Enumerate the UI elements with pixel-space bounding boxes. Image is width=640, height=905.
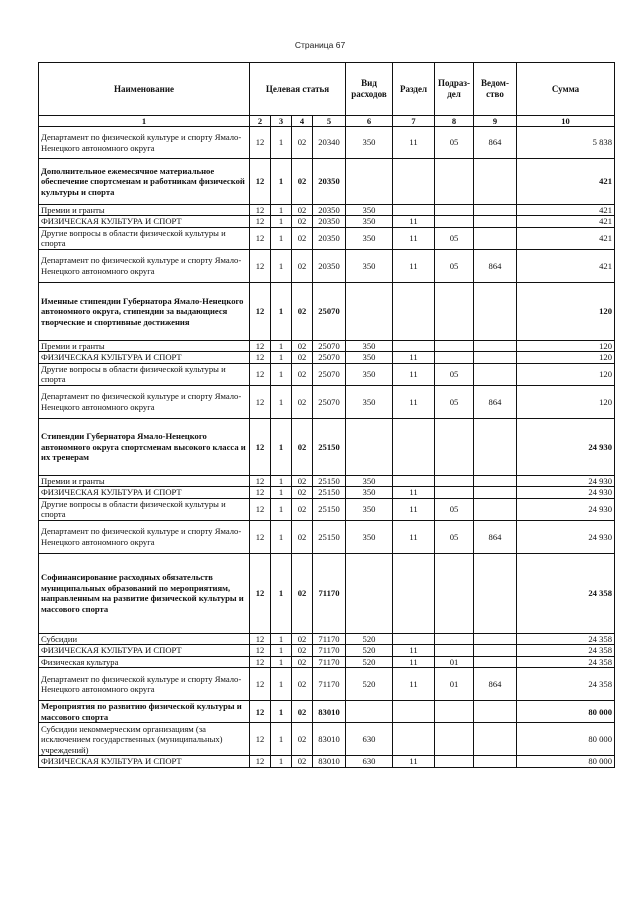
expense-type-cell: 350 [346, 487, 393, 498]
col-number: 7 [393, 116, 435, 127]
header-subsection: Подраз-дел [435, 63, 474, 116]
department-cell [474, 227, 517, 249]
sum-cell: 80 000 [517, 723, 615, 756]
department-cell [474, 205, 517, 216]
col-number: 3 [271, 116, 292, 127]
table-row [39, 656, 615, 667]
target-code-cell: 25150 [313, 418, 346, 475]
table-row [39, 701, 615, 723]
target-code-cell: 02 [292, 701, 313, 723]
target-code-cell: 12 [250, 723, 271, 756]
target-code-cell: 1 [271, 723, 292, 756]
target-code-cell: 1 [271, 227, 292, 249]
target-code-cell: 25150 [313, 520, 346, 553]
name-cell: ФИЗИЧЕСКАЯ КУЛЬТУРА И СПОРТ [39, 487, 250, 498]
table-row [39, 363, 615, 385]
name-cell: Департамент по физической культуре и спорту Ямало-Ненецкого автономного округа [39, 385, 250, 418]
department-cell [474, 633, 517, 644]
target-code-cell: 1 [271, 418, 292, 475]
name-cell: Премии и гранты [39, 340, 250, 351]
target-code-cell: 71170 [313, 553, 346, 633]
table-row [39, 205, 615, 216]
section-cell: 11 [393, 227, 435, 249]
target-code-cell: 12 [250, 340, 271, 351]
department-cell [474, 475, 517, 486]
table-row [39, 352, 615, 363]
subsection-cell: 05 [435, 498, 474, 520]
department-cell [474, 723, 517, 756]
target-code-cell: 12 [250, 205, 271, 216]
expense-type-cell: 350 [346, 498, 393, 520]
sum-cell: 80 000 [517, 701, 615, 723]
table-row [39, 633, 615, 644]
table-row [39, 475, 615, 486]
target-code-cell: 02 [292, 352, 313, 363]
target-code-cell: 1 [271, 498, 292, 520]
table-row [39, 723, 615, 756]
name-cell: Департамент по физической культуре и спорту Ямало-Ненецкого автономного округа [39, 249, 250, 282]
sum-cell: 5 838 [517, 127, 615, 159]
target-code-cell: 12 [250, 385, 271, 418]
expense-type-cell: 630 [346, 756, 393, 767]
subsection-cell [435, 282, 474, 340]
target-code-cell: 1 [271, 668, 292, 701]
expense-type-cell [346, 159, 393, 205]
department-cell [474, 363, 517, 385]
target-code-cell: 1 [271, 756, 292, 767]
section-cell [393, 475, 435, 486]
sum-cell: 421 [517, 159, 615, 205]
col-number: 10 [517, 116, 615, 127]
department-cell [474, 282, 517, 340]
target-code-cell: 25070 [313, 340, 346, 351]
name-cell: Субсидии некоммерческим организациям (за исключением государственных (муниципальных) учреждений) [39, 723, 250, 756]
expense-type-cell: 350 [346, 385, 393, 418]
subsection-cell: 01 [435, 656, 474, 667]
col-number: 5 [313, 116, 346, 127]
section-cell: 11 [393, 668, 435, 701]
sum-cell: 80 000 [517, 756, 615, 767]
target-code-cell: 02 [292, 363, 313, 385]
target-code-cell: 12 [250, 216, 271, 227]
department-cell: 864 [474, 385, 517, 418]
subsection-cell [435, 645, 474, 656]
name-cell: Другие вопросы в области физической культуры и спорта [39, 227, 250, 249]
target-code-cell: 02 [292, 756, 313, 767]
expense-type-cell: 350 [346, 520, 393, 553]
department-cell [474, 352, 517, 363]
target-code-cell: 02 [292, 498, 313, 520]
sum-cell: 120 [517, 282, 615, 340]
header-expense-type: Вид расходов [346, 63, 393, 116]
target-code-cell: 02 [292, 127, 313, 159]
target-code-cell: 02 [292, 227, 313, 249]
expense-type-cell: 350 [346, 249, 393, 282]
target-code-cell: 02 [292, 475, 313, 486]
expense-type-cell: 630 [346, 723, 393, 756]
section-cell [393, 340, 435, 351]
department-cell [474, 656, 517, 667]
target-code-cell: 1 [271, 385, 292, 418]
target-code-cell: 12 [250, 475, 271, 486]
table-row [39, 159, 615, 205]
col-number: 6 [346, 116, 393, 127]
section-cell: 11 [393, 216, 435, 227]
target-code-cell: 1 [271, 127, 292, 159]
section-cell: 11 [393, 656, 435, 667]
target-code-cell: 12 [250, 352, 271, 363]
target-code-cell: 12 [250, 227, 271, 249]
target-code-cell: 02 [292, 520, 313, 553]
col-number: 8 [435, 116, 474, 127]
col-number: 4 [292, 116, 313, 127]
department-cell: 864 [474, 127, 517, 159]
expense-type-cell: 350 [346, 216, 393, 227]
name-cell: ФИЗИЧЕСКАЯ КУЛЬТУРА И СПОРТ [39, 216, 250, 227]
expense-type-cell: 350 [346, 340, 393, 351]
table-row [39, 520, 615, 553]
department-cell [474, 487, 517, 498]
target-code-cell: 12 [250, 701, 271, 723]
section-cell: 11 [393, 487, 435, 498]
target-code-cell: 02 [292, 668, 313, 701]
name-cell: Другие вопросы в области физической культуры и спорта [39, 363, 250, 385]
expense-type-cell: 520 [346, 668, 393, 701]
name-cell: Стипендии Губернатора Ямало-Ненецкого автономного округа спортсменам высокого класса и их тренерам [39, 418, 250, 475]
target-code-cell: 12 [250, 668, 271, 701]
name-cell: Департамент по физической культуре и спорту Ямало-Ненецкого автономного округа [39, 127, 250, 159]
name-cell: Другие вопросы в области физической культуры и спорта [39, 498, 250, 520]
expense-type-cell: 350 [346, 363, 393, 385]
target-code-cell: 20350 [313, 249, 346, 282]
subsection-cell: 05 [435, 520, 474, 553]
col-number: 9 [474, 116, 517, 127]
name-cell: Физическая культура [39, 656, 250, 667]
target-code-cell: 02 [292, 282, 313, 340]
table-row [39, 282, 615, 340]
col-number: 2 [250, 116, 271, 127]
target-code-cell: 20340 [313, 127, 346, 159]
target-code-cell: 1 [271, 520, 292, 553]
sum-cell: 421 [517, 227, 615, 249]
department-cell [474, 701, 517, 723]
target-code-cell: 12 [250, 520, 271, 553]
subsection-cell: 01 [435, 668, 474, 701]
subsection-cell [435, 487, 474, 498]
subsection-cell: 05 [435, 227, 474, 249]
target-code-cell: 12 [250, 249, 271, 282]
department-cell [474, 418, 517, 475]
section-cell: 11 [393, 363, 435, 385]
target-code-cell: 12 [250, 656, 271, 667]
target-code-cell: 1 [271, 352, 292, 363]
subsection-cell [435, 723, 474, 756]
section-cell: 11 [393, 385, 435, 418]
section-cell [393, 723, 435, 756]
department-cell [474, 498, 517, 520]
name-cell: Премии и гранты [39, 205, 250, 216]
subsection-cell [435, 216, 474, 227]
target-code-cell: 12 [250, 127, 271, 159]
table-row [39, 340, 615, 351]
target-code-cell: 1 [271, 633, 292, 644]
table-row [39, 756, 615, 767]
name-cell: ФИЗИЧЕСКАЯ КУЛЬТУРА И СПОРТ [39, 756, 250, 767]
table-row [39, 216, 615, 227]
department-cell [474, 340, 517, 351]
expense-type-cell: 350 [346, 352, 393, 363]
target-code-cell: 02 [292, 216, 313, 227]
sum-cell: 421 [517, 216, 615, 227]
target-code-cell: 25070 [313, 282, 346, 340]
target-code-cell: 20350 [313, 227, 346, 249]
target-code-cell: 02 [292, 249, 313, 282]
target-code-cell: 12 [250, 159, 271, 205]
section-cell: 11 [393, 645, 435, 656]
subsection-cell [435, 418, 474, 475]
target-code-cell: 02 [292, 656, 313, 667]
subsection-cell [435, 701, 474, 723]
name-cell: Дополнительное ежемесячное материальное обеспечение спортсменам и работникам физической культуры и спорта [39, 159, 250, 205]
target-code-cell: 83010 [313, 756, 346, 767]
sum-cell: 421 [517, 249, 615, 282]
sum-cell: 120 [517, 352, 615, 363]
department-cell: 864 [474, 520, 517, 553]
col-number: 1 [39, 116, 250, 127]
target-code-cell: 20350 [313, 159, 346, 205]
expense-type-cell: 350 [346, 205, 393, 216]
target-code-cell: 83010 [313, 723, 346, 756]
sum-cell: 24 930 [517, 498, 615, 520]
table-row [39, 487, 615, 498]
department-cell [474, 756, 517, 767]
target-code-cell: 02 [292, 487, 313, 498]
expense-type-cell: 520 [346, 633, 393, 644]
subsection-cell: 05 [435, 385, 474, 418]
section-cell [393, 701, 435, 723]
name-cell: ФИЗИЧЕСКАЯ КУЛЬТУРА И СПОРТ [39, 352, 250, 363]
target-code-cell: 12 [250, 282, 271, 340]
target-code-cell: 25150 [313, 487, 346, 498]
sum-cell: 24 358 [517, 645, 615, 656]
target-code-cell: 1 [271, 475, 292, 486]
department-cell [474, 645, 517, 656]
target-code-cell: 20350 [313, 205, 346, 216]
section-cell: 11 [393, 249, 435, 282]
subsection-cell [435, 756, 474, 767]
sum-cell: 24 930 [517, 487, 615, 498]
department-cell [474, 216, 517, 227]
sum-cell: 120 [517, 385, 615, 418]
section-cell [393, 418, 435, 475]
expense-type-cell: 350 [346, 227, 393, 249]
target-code-cell: 25070 [313, 385, 346, 418]
header-sum: Сумма [517, 63, 615, 116]
target-code-cell: 71170 [313, 656, 346, 667]
target-code-cell: 1 [271, 282, 292, 340]
target-code-cell: 25070 [313, 363, 346, 385]
header-target-article: Целевая статья [250, 63, 346, 116]
target-code-cell: 02 [292, 418, 313, 475]
subsection-cell [435, 352, 474, 363]
target-code-cell: 02 [292, 340, 313, 351]
name-cell: ФИЗИЧЕСКАЯ КУЛЬТУРА И СПОРТ [39, 645, 250, 656]
department-cell [474, 553, 517, 633]
target-code-cell: 1 [271, 363, 292, 385]
target-code-cell: 71170 [313, 633, 346, 644]
table-row [39, 385, 615, 418]
target-code-cell: 12 [250, 553, 271, 633]
page-number: Страница 67 [294, 40, 346, 50]
subsection-cell [435, 475, 474, 486]
target-code-cell: 25150 [313, 475, 346, 486]
target-code-cell: 20350 [313, 216, 346, 227]
sum-cell: 24 358 [517, 656, 615, 667]
table-row [39, 645, 615, 656]
expense-type-cell [346, 418, 393, 475]
target-code-cell: 1 [271, 340, 292, 351]
department-cell [474, 159, 517, 205]
name-cell: Премии и гранты [39, 475, 250, 486]
section-cell [393, 553, 435, 633]
target-code-cell: 1 [271, 487, 292, 498]
table-row [39, 668, 615, 701]
department-cell: 864 [474, 249, 517, 282]
target-code-cell: 1 [271, 159, 292, 205]
name-cell: Департамент по физической культуре и спорту Ямало-Ненецкого автономного округа [39, 520, 250, 553]
subsection-cell: 05 [435, 249, 474, 282]
target-code-cell: 12 [250, 645, 271, 656]
target-code-cell: 12 [250, 633, 271, 644]
expense-type-cell: 350 [346, 475, 393, 486]
sum-cell: 24 358 [517, 668, 615, 701]
table-row [39, 498, 615, 520]
target-code-cell: 83010 [313, 701, 346, 723]
target-code-cell: 02 [292, 723, 313, 756]
target-code-cell: 02 [292, 633, 313, 644]
sum-cell: 120 [517, 340, 615, 351]
target-code-cell: 12 [250, 498, 271, 520]
target-code-cell: 12 [250, 756, 271, 767]
expense-type-cell: 520 [346, 656, 393, 667]
name-cell: Именные стипендии Губернатора Ямало-Ненецкого автономного округа, стипендии за выдающиеся творческие и спортивные достижения [39, 282, 250, 340]
name-cell: Софинансирование расходных обязательств муниципальных образований по мероприятиям, направленным на развитие физической культуры и массового спорта [39, 553, 250, 633]
target-code-cell: 1 [271, 249, 292, 282]
target-code-cell: 1 [271, 656, 292, 667]
target-code-cell: 02 [292, 159, 313, 205]
section-cell [393, 282, 435, 340]
sum-cell: 24 930 [517, 475, 615, 486]
subsection-cell [435, 633, 474, 644]
target-code-cell: 1 [271, 553, 292, 633]
section-cell: 11 [393, 498, 435, 520]
header-name: Наименование [39, 63, 250, 116]
table-row [39, 249, 615, 282]
target-code-cell: 12 [250, 363, 271, 385]
subsection-cell: 05 [435, 127, 474, 159]
name-cell: Мероприятия по развитию физической культуры и массового спорта [39, 701, 250, 723]
target-code-cell: 12 [250, 418, 271, 475]
expense-type-cell [346, 553, 393, 633]
table-body [39, 127, 615, 768]
name-cell: Департамент по физической культуре и спорту Ямало-Ненецкого автономного округа [39, 668, 250, 701]
sum-cell: 24 358 [517, 553, 615, 633]
subsection-cell [435, 340, 474, 351]
subsection-cell [435, 553, 474, 633]
section-cell: 11 [393, 520, 435, 553]
target-code-cell: 1 [271, 645, 292, 656]
target-code-cell: 71170 [313, 668, 346, 701]
header-department: Ведом-ство [474, 63, 517, 116]
sum-cell: 24 930 [517, 418, 615, 475]
table-row [39, 418, 615, 475]
expense-type-cell: 350 [346, 127, 393, 159]
target-code-cell: 02 [292, 553, 313, 633]
subsection-cell [435, 159, 474, 205]
subsection-cell [435, 205, 474, 216]
header-section: Раздел [393, 63, 435, 116]
sum-cell: 24 930 [517, 520, 615, 553]
table-row [39, 127, 615, 159]
name-cell: Субсидии [39, 633, 250, 644]
department-cell: 864 [474, 668, 517, 701]
sum-cell: 24 358 [517, 633, 615, 644]
table-row [39, 553, 615, 633]
target-code-cell: 71170 [313, 645, 346, 656]
target-code-cell: 25150 [313, 498, 346, 520]
subsection-cell: 05 [435, 363, 474, 385]
section-cell: 11 [393, 127, 435, 159]
table-row [39, 227, 615, 249]
expense-type-cell [346, 282, 393, 340]
section-cell [393, 633, 435, 644]
section-cell [393, 159, 435, 205]
section-cell: 11 [393, 352, 435, 363]
target-code-cell: 12 [250, 487, 271, 498]
target-code-cell: 25070 [313, 352, 346, 363]
expense-type-cell: 520 [346, 645, 393, 656]
budget-table [38, 62, 615, 768]
target-code-cell: 1 [271, 205, 292, 216]
target-code-cell: 02 [292, 645, 313, 656]
expense-type-cell [346, 701, 393, 723]
section-cell: 11 [393, 756, 435, 767]
target-code-cell: 02 [292, 385, 313, 418]
section-cell [393, 205, 435, 216]
target-code-cell: 02 [292, 205, 313, 216]
target-code-cell: 1 [271, 701, 292, 723]
sum-cell: 120 [517, 363, 615, 385]
sum-cell: 421 [517, 205, 615, 216]
target-code-cell: 1 [271, 216, 292, 227]
